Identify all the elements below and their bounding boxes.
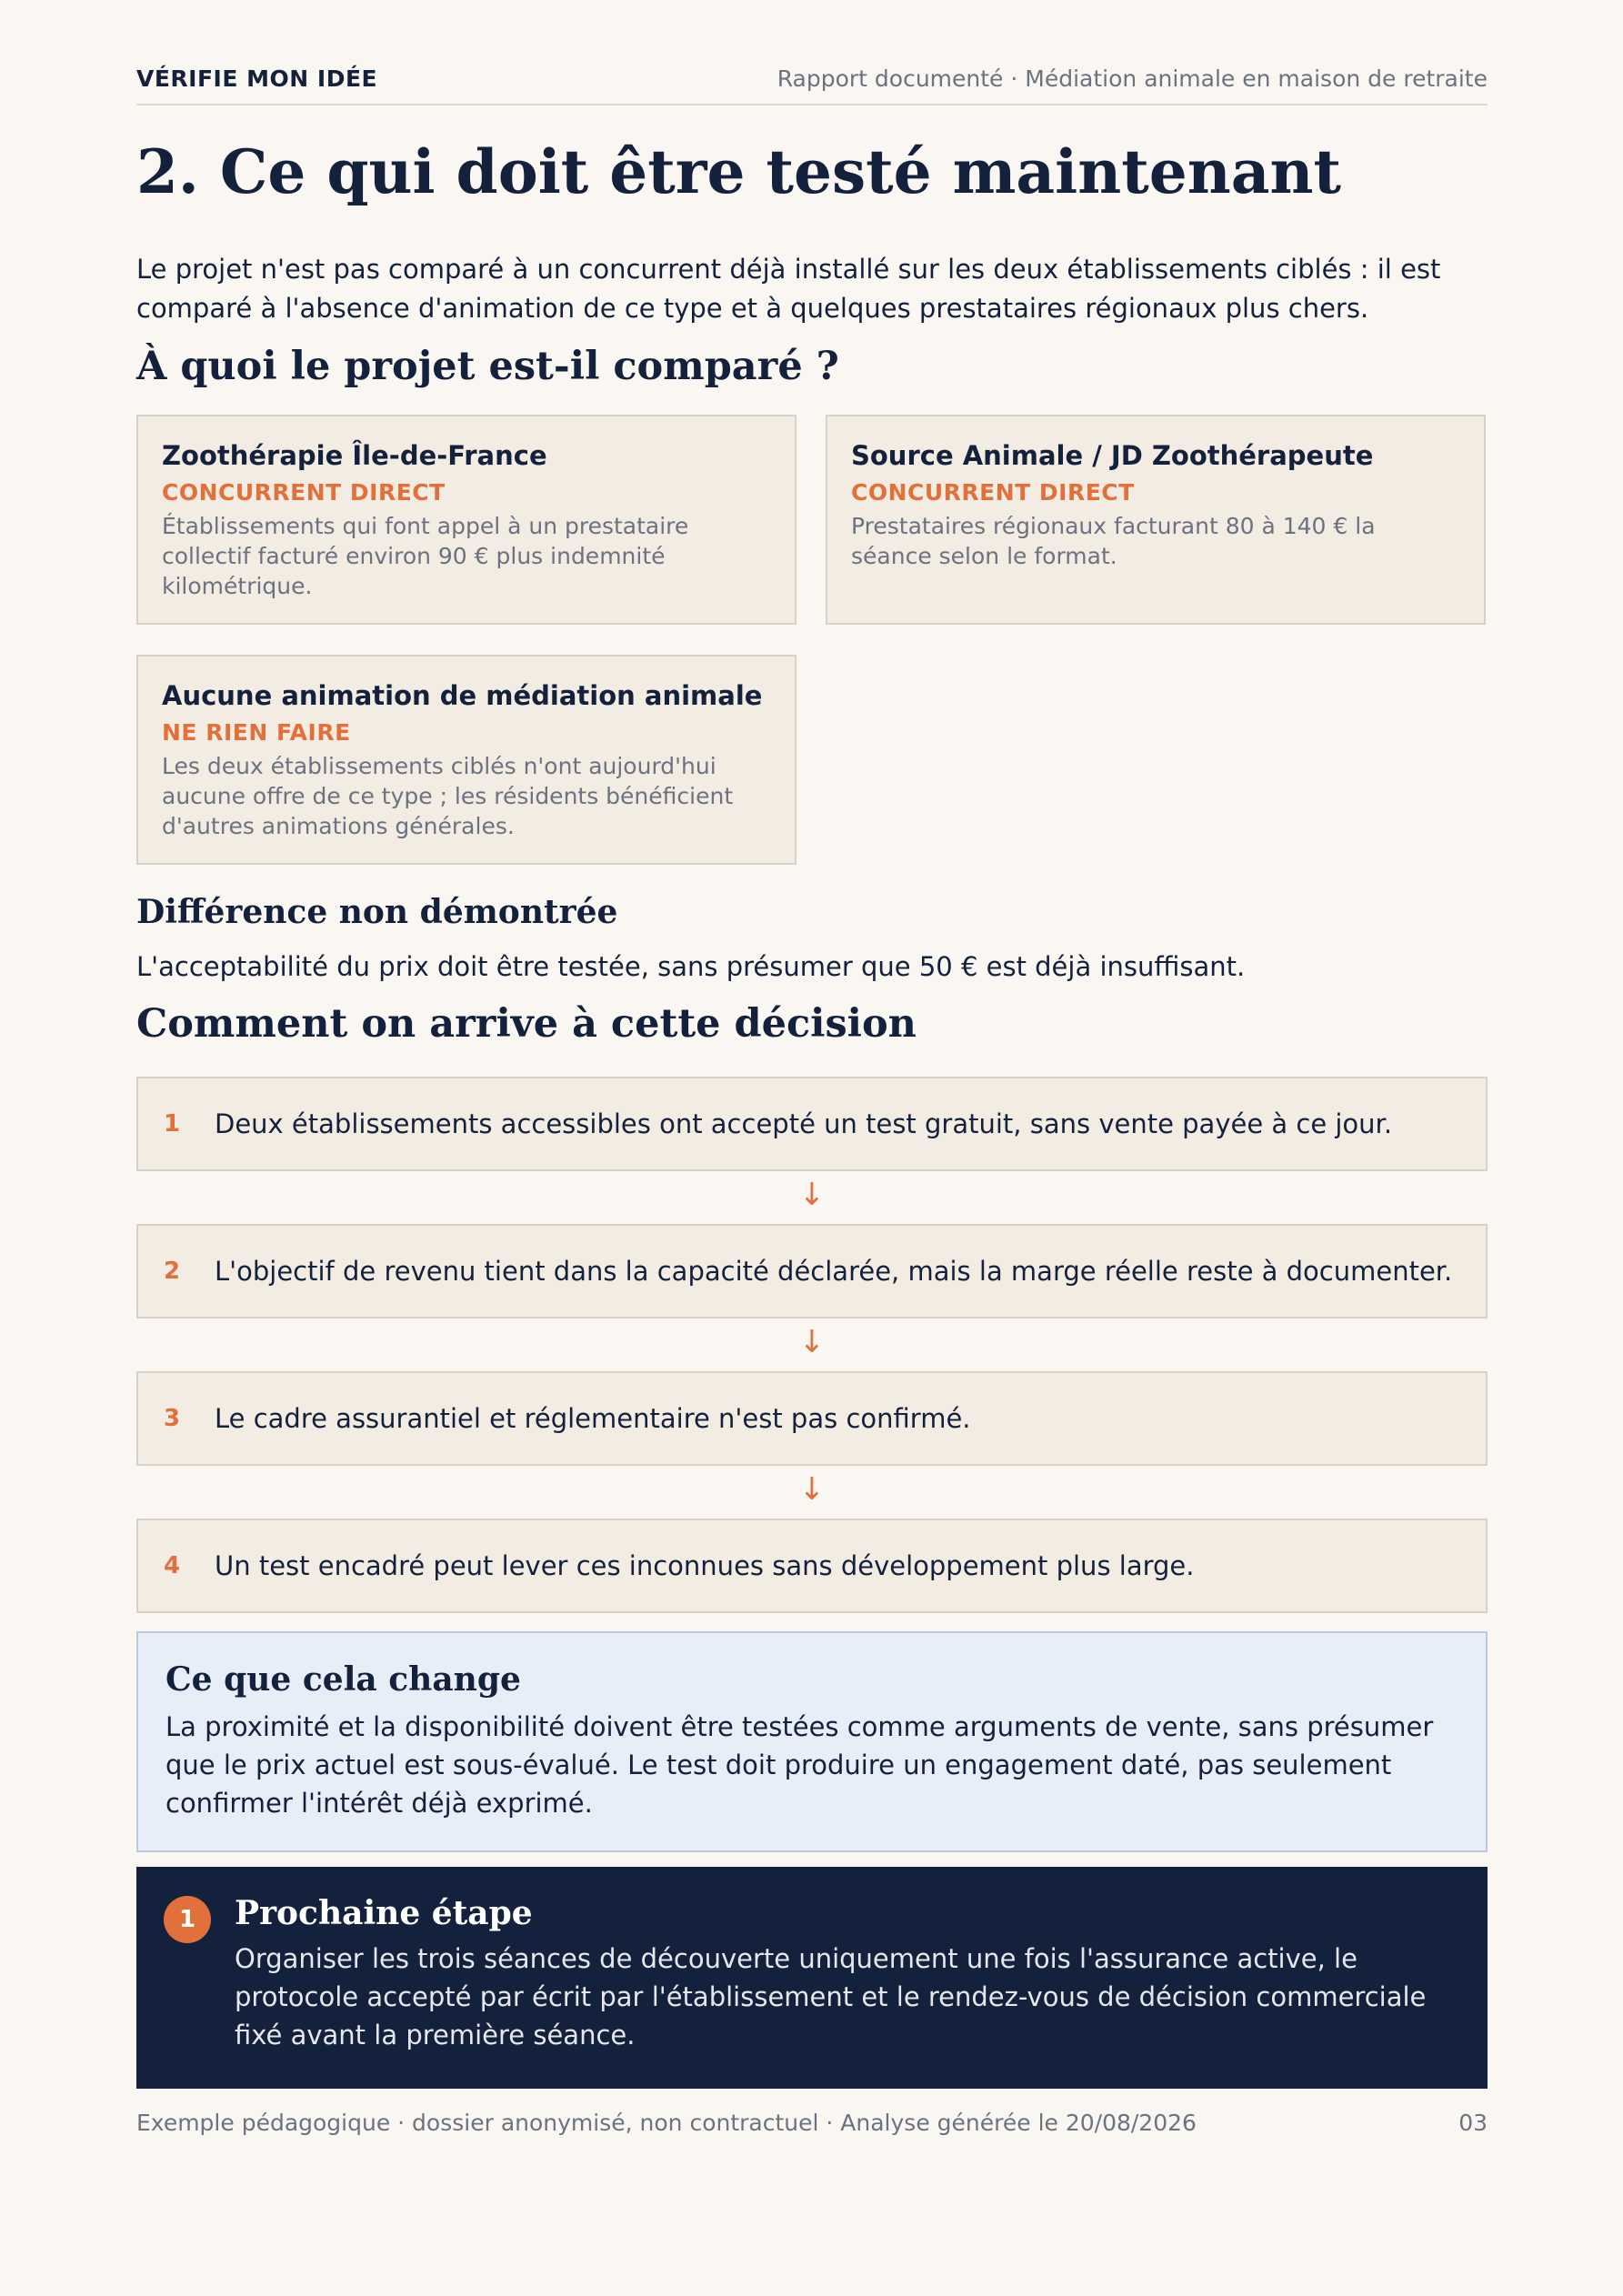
decision-step: [136, 1519, 1488, 1613]
callout-title: Ce que cela change: [165, 1660, 521, 1699]
difference-text: L'acceptabilité du prix doit être testée, sans présumer que 50 € est déjà insuffisant.: [136, 951, 1246, 982]
step-text: L'objectif de revenu tient dans la capacité déclarée, mais la marge réelle reste à documenter.: [215, 1256, 1453, 1287]
next-step-text: Organiser les trois séances de découverte uniquement une fois l'assurance active, le protocole accepté par écrit par l'établissement et le rendez-vous de décision commerciale fixé avant la première séance.: [235, 1943, 1427, 2050]
difference-heading: Différence non démontrée: [136, 893, 618, 931]
decision-step: [136, 1077, 1488, 1171]
competitor-card: [826, 415, 1486, 625]
callout-text: La proximité et la disponibilité doivent être testées comme arguments de vente, sans présumer que le prix actuel est sous-évalué. Le test doit produire un engagement daté, pas seulement confirmer l'intérêt déjà exprimé.: [165, 1711, 1434, 1819]
impact-callout: [136, 1631, 1488, 1852]
step-number: 2: [164, 1258, 181, 1285]
page-title: 2. Ce qui doit être testé maintenant: [136, 136, 1341, 207]
alternative-card: [136, 655, 796, 865]
card-description: Les deux établissements ciblés n'ont aujourd'hui aucune offre de ce type ; les résidents bénéficient d'autres animations générales.: [162, 753, 734, 839]
card-title: Source Animale / JD Zoothérapeute: [851, 440, 1374, 471]
card-title: Zoothérapie Île-de-France: [162, 440, 547, 471]
card-title: Aucune animation de médiation animale: [162, 680, 763, 711]
page-number: 03: [1458, 2110, 1488, 2136]
report-label: Rapport documenté · Médiation animale en maison de retraite: [776, 65, 1488, 92]
decision-step: [136, 1371, 1488, 1466]
step-text: Deux établissements accessibles ont accepté un test gratuit, sans vente payée à ce jour.: [215, 1108, 1393, 1139]
next-step-panel: [136, 1867, 1488, 2089]
arrow-down-icon: ↓: [798, 1177, 826, 1213]
arrow-down-icon: ↓: [798, 1324, 826, 1360]
card-description: Prestataires régionaux facturant 80 à 140 € la séance selon le format.: [851, 513, 1376, 569]
card-description: Établissements qui font appel à un prestataire collectif facturé environ 90 € plus indemnité kilométrique.: [162, 513, 689, 599]
footer-note: Exemple pédagogique · dossier anonymisé, non contractuel · Analyse générée le 20/08/2026: [136, 2110, 1197, 2136]
card-tag: NE RIEN FAIRE: [162, 719, 351, 746]
step-number: 1: [164, 1110, 181, 1138]
competitor-card: [136, 415, 796, 625]
step-number: 4: [164, 1552, 181, 1579]
step-text: Le cadre assurantiel et réglementaire n'est pas confirmé.: [215, 1403, 971, 1434]
comparison-heading: À quoi le projet est-il comparé ?: [136, 344, 839, 389]
decision-step: [136, 1224, 1488, 1318]
step-number: 3: [164, 1405, 181, 1432]
decision-heading: Comment on arrive à cette décision: [136, 1001, 917, 1047]
arrow-down-icon: ↓: [798, 1471, 826, 1508]
card-tag: CONCURRENT DIRECT: [851, 479, 1135, 506]
report-header: [136, 64, 1488, 105]
next-step-title: Prochaine étape: [235, 1894, 533, 1932]
brand-name: VÉRIFIE MON IDÉE: [136, 65, 378, 92]
card-tag: CONCURRENT DIRECT: [162, 479, 446, 506]
intro-paragraph: Le projet n'est pas comparé à un concurrent déjà installé sur les deux établissements ciblés : il est comparé à l'absence d'animation de ce type et à quelques prestataires régionaux plus chers.: [136, 254, 1441, 324]
step-number-badge: 1: [164, 1896, 211, 1943]
step-text: Un test encadré peut lever ces inconnues sans développement plus large.: [215, 1550, 1195, 1581]
